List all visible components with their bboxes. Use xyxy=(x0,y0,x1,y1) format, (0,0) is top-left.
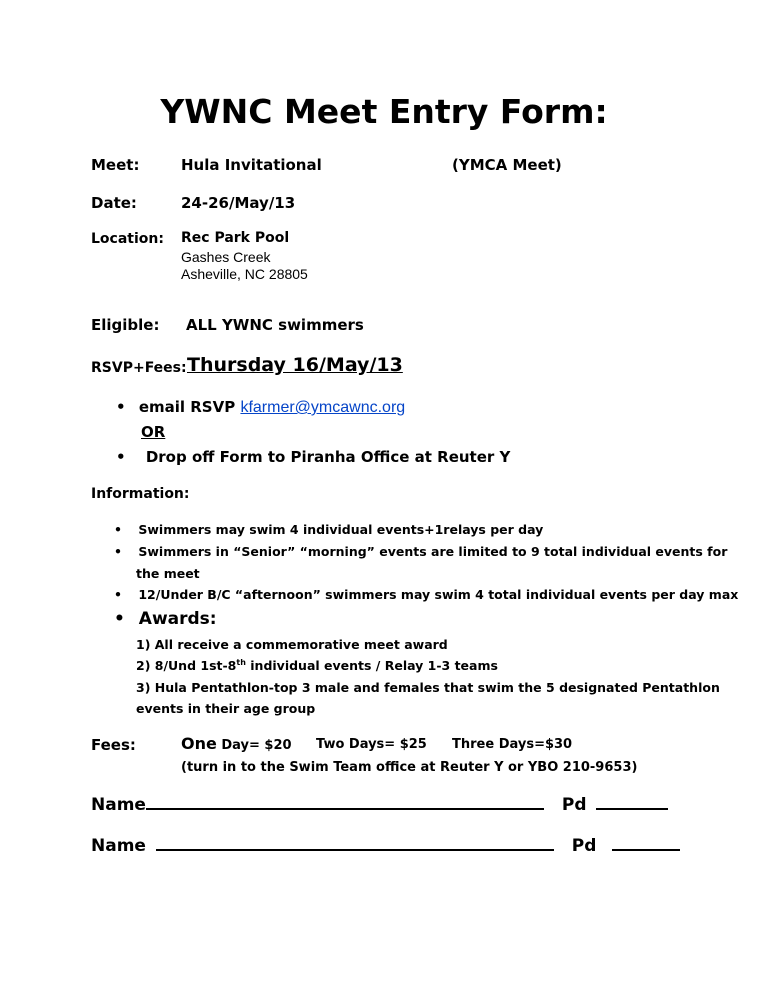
fee-one-day: One Day= $20 xyxy=(181,734,292,753)
award-item-1: 1) All receive a commemorative meet award xyxy=(136,637,448,652)
info-item-2-cont: the meet xyxy=(136,566,200,581)
name-row-1 xyxy=(91,794,668,815)
pd-field[interactable] xyxy=(596,794,668,810)
bullet-icon: • xyxy=(114,609,125,629)
fee-three-days: Three Days=$30 xyxy=(452,737,573,752)
date-value: 24-26/May/13 xyxy=(181,194,296,212)
bullet-icon: • xyxy=(114,587,122,602)
bullet-icon: • xyxy=(116,448,126,466)
location-name: Rec Park Pool xyxy=(181,230,290,246)
awards-heading: • Awards: xyxy=(114,609,217,629)
fee-two-days: Two Days= $25 xyxy=(316,737,427,752)
information-label: Information: xyxy=(91,486,190,502)
rsvp-dropoff: Drop off Form to Piranha Office at Reuter Y xyxy=(145,448,511,466)
bullet-icon: • xyxy=(114,544,122,559)
pd-label: Pd xyxy=(561,795,587,815)
info-item-1: • Swimmers may swim 4 individual events+1relays per day xyxy=(114,522,544,537)
name-label: Name xyxy=(91,836,146,856)
fees-label: Fees: xyxy=(91,736,136,754)
pd-label: Pd xyxy=(571,836,597,856)
meet-label: Meet: xyxy=(91,156,140,174)
rsvp-email-link[interactable]: kfarmer@ymcawnc.org xyxy=(240,399,406,416)
meet-note: (YMCA Meet) xyxy=(452,156,562,174)
rsvp-or: OR xyxy=(141,423,166,441)
rsvp-dropoff-row xyxy=(116,448,510,466)
award-item-3: 3) Hula Pentathlon-top 3 male and females that swim the 5 designated Pentathlon xyxy=(136,680,720,695)
location-line2: Asheville, NC 28805 xyxy=(181,266,308,282)
rsvp-email-row xyxy=(116,398,405,417)
name-field[interactable] xyxy=(146,794,544,810)
info-item-2: • Swimmers in “Senior” “morning” events are limited to 9 total individual events for xyxy=(114,544,728,559)
name-field[interactable] xyxy=(156,835,554,851)
location-line1: Gashes Creek xyxy=(181,249,271,265)
pd-field[interactable] xyxy=(612,835,680,851)
name-label: Name xyxy=(91,795,146,815)
name-row-2 xyxy=(91,835,680,856)
award-item-3-cont: events in their age group xyxy=(136,701,316,716)
eligible-value: ALL YWNC swimmers xyxy=(186,316,364,334)
rsvp-email-prefix: email RSVP xyxy=(138,398,236,416)
rsvp-deadline: Thursday 16/May/13 xyxy=(187,354,403,376)
bullet-icon: • xyxy=(116,398,126,416)
location-label: Location: xyxy=(91,231,164,247)
form-title: YWNC Meet Entry Form: xyxy=(160,92,608,131)
info-item-3: • 12/Under B/C “afternoon” swimmers may swim 4 total individual events per day max xyxy=(114,587,739,602)
meet-value: Hula Invitational xyxy=(181,156,322,174)
eligible-label: Eligible: xyxy=(91,316,160,334)
rsvp-label: RSVP+Fees: xyxy=(91,360,187,376)
fees-note: (turn in to the Swim Team office at Reuter Y or YBO 210-9653) xyxy=(181,760,638,775)
award-item-2: 2) 8/Und 1st-8th individual events / Relay 1-3 teams xyxy=(136,658,498,674)
bullet-icon: • xyxy=(114,522,122,537)
date-label: Date: xyxy=(91,194,137,212)
